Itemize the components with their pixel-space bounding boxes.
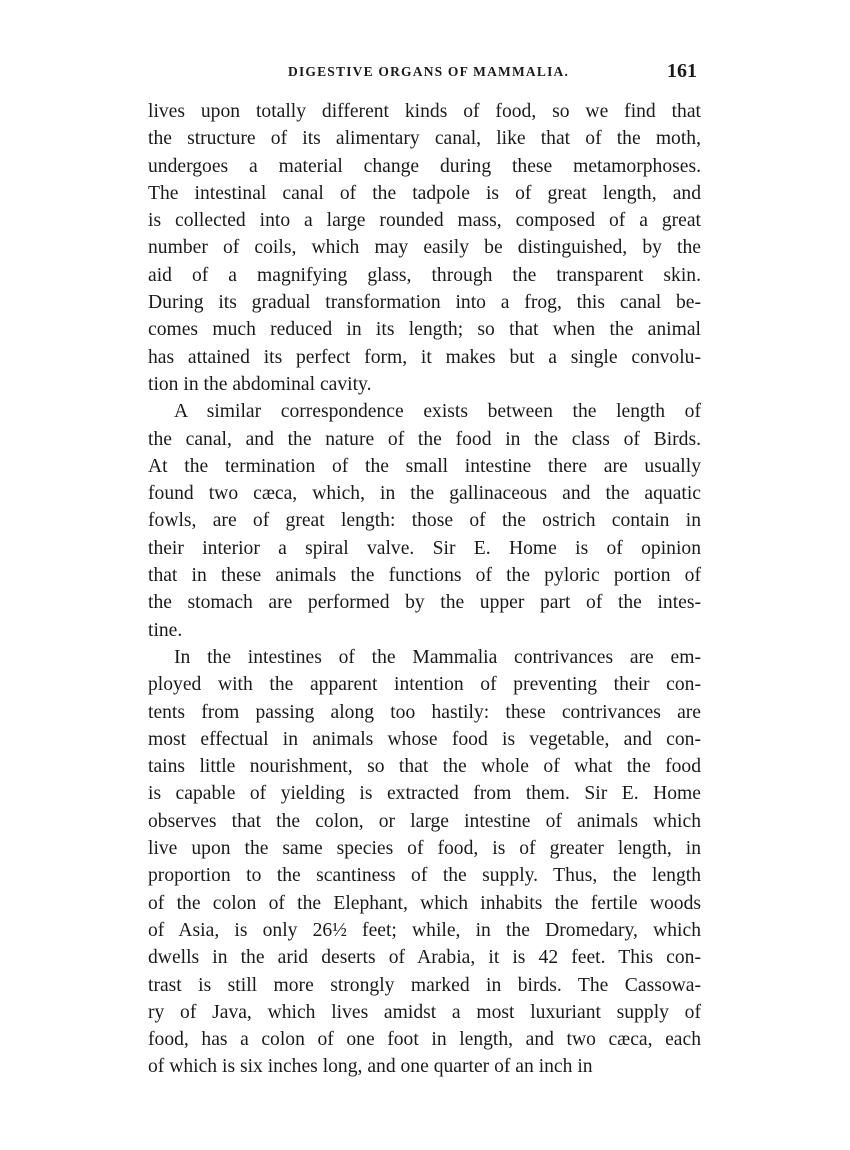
text-line: proportion to the scantiness of the supply. Thus, the length [148,865,701,887]
text-line: The intestinal canal of the tadpole is of great length, and [148,182,701,204]
text-line: number of coils, which may easily be distinguished, by the [148,237,701,259]
text-line: their interior a spiral valve. Sir E. Home is of opinion [148,537,701,559]
text-line: tains little nourishment, so that the whole of what the food [148,756,701,778]
text-line: found two cæca, which, in the gallinaceous and the aquatic [148,483,701,505]
text-line: of the colon of the Elephant, which inhabits the fertile woods [148,892,701,914]
paragraph [148,644,701,1081]
page-number: 161 [667,60,697,82]
text-line: comes much reduced in its length; so that when the animal [148,319,701,341]
text-line: undergoes a material change during these metamorphoses. [148,155,701,177]
text-line: the stomach are performed by the upper part of the intes- [148,592,701,614]
text-line: lives upon totally different kinds of food, so we find that [148,101,701,122]
book-page [148,62,701,1081]
text-line: In the intestines of the Mammalia contrivances are em- [174,646,701,668]
text-line: ployed with the apparent intention of preventing their con- [148,674,701,696]
text-line: live upon the same species of food, is of greater length, in [148,838,701,860]
body-text [148,98,701,1081]
text-line: the structure of its alimentary canal, like that of the moth, [148,128,701,150]
text-line: of which is six inches long, and one quarter of an inch in [148,1056,593,1078]
text-line: is capable of yielding is extracted from them. Sir E. Home [148,783,701,805]
text-line: that in these animals the functions of the pyloric portion of [148,565,701,587]
running-title: DIGESTIVE ORGANS OF MAMMALIA. [288,64,570,79]
text-line: of Asia, is only 26½ feet; while, in the Dromedary, which [148,919,701,941]
text-line: trast is still more strongly marked in birds. The Cassowa- [148,974,701,996]
text-line: ry of Java, which lives amidst a most luxuriant supply of [148,1001,701,1023]
text-line: tents from passing along too hastily: these contrivances are [148,701,701,723]
running-head [148,62,701,90]
text-line: At the termination of the small intestine there are usually [148,455,701,477]
text-line: dwells in the arid deserts of Arabia, it is 42 feet. This con- [148,947,701,969]
text-line: most effectual in animals whose food is vegetable, and con- [148,728,701,750]
paragraph [148,398,701,644]
text-line: fowls, are of great length: those of the ostrich contain in [148,510,701,532]
text-line: food, has a colon of one foot in length, and two cæca, each [148,1029,701,1051]
text-line: tine. [148,619,183,641]
text-line: tion in the abdominal cavity. [148,373,372,395]
text-line: observes that the colon, or large intestine of animals which [148,810,701,832]
text-line: the canal, and the nature of the food in the class of Birds. [148,428,701,450]
text-line: has attained its perfect form, it makes but a single convolu- [148,346,701,368]
text-line: aid of a magnifying glass, through the transparent skin. [148,264,701,286]
paragraph [148,98,701,398]
text-line: is collected into a large rounded mass, composed of a great [148,210,701,232]
text-line: During its gradual transformation into a frog, this canal be- [148,292,701,314]
text-line: A similar correspondence exists between the length of [174,401,701,423]
